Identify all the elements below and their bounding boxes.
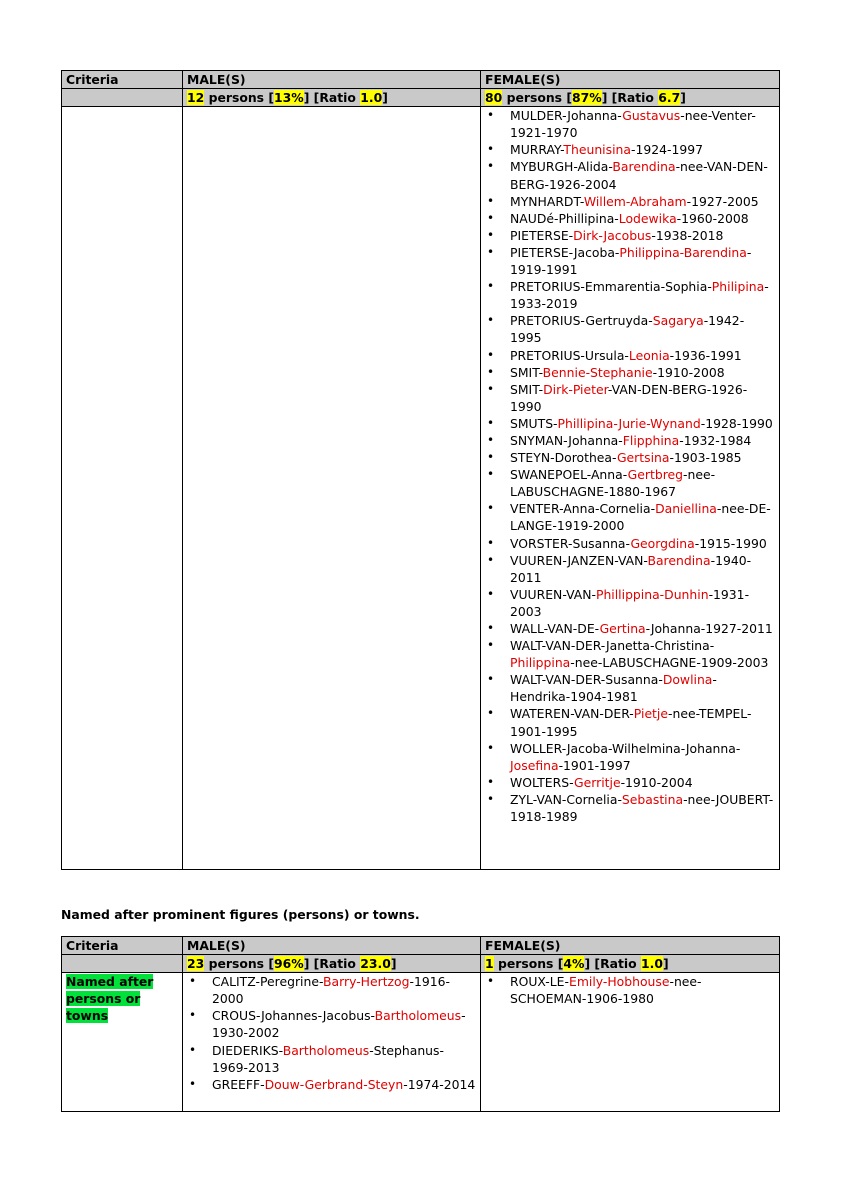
highlighted-given-name: Dowlina [662, 672, 713, 688]
name-entry [510, 620, 775, 637]
name-part: MURRAY- [510, 142, 564, 158]
highlighted-given-name: Theunisina [563, 142, 631, 158]
name-entry [212, 1007, 476, 1041]
name-entry [510, 500, 775, 534]
name-part: SWANEPOEL-Anna- [510, 467, 628, 483]
name-part: -1942-1995 [510, 313, 745, 346]
header-males: MALE(S) [183, 71, 481, 89]
highlighted-given-name: Leonia [628, 347, 670, 363]
name-part: CALITZ-Peregrine- [212, 974, 324, 990]
name-part: -Stephanus-1969-2013 [212, 1042, 444, 1075]
highlighted-given-name: Bartholomeus [282, 1042, 370, 1058]
name-entry [510, 347, 775, 364]
highlighted-given-name: Gustavus [622, 108, 681, 124]
name-part: SMIT- [510, 364, 543, 380]
male-summary: 12 persons [13%] [Ratio 1.0] [183, 89, 481, 107]
header-criteria: Criteria [62, 937, 183, 955]
name-entry [510, 107, 775, 141]
highlighted-given-name: Georgdina [630, 535, 695, 551]
highlighted-given-name: Gertina [599, 621, 646, 636]
name-part: WATEREN-VAN-DER- [510, 706, 634, 722]
female-summary: 80 persons [87%] [Ratio 6.7] [481, 89, 780, 107]
name-part: -1910-2004 [620, 774, 693, 790]
name-part: -1931-2003 [510, 586, 750, 619]
name-part: -1930-2002 [212, 1008, 466, 1041]
name-entry [510, 449, 775, 466]
name-entry [510, 227, 775, 244]
male-name-list [183, 973, 476, 1093]
highlighted-given-name: Dirk-Pieter [543, 381, 608, 397]
highlighted-given-name: Philipina [711, 279, 765, 295]
highlighted-given-name: Gertbreg [627, 467, 684, 483]
name-entry [510, 312, 775, 346]
highlighted-given-name: Phillipina-Jurie-Wynand [557, 415, 701, 431]
name-part: -nee-LABUSCHAGNE-1880-1967 [510, 467, 716, 500]
table-header-row [62, 937, 780, 955]
name-part: -1924-1997 [630, 142, 703, 158]
highlighted-given-name: Phillippina-Dunhin [595, 586, 709, 602]
name-part: -Hendrika-1904-1981 [510, 672, 717, 705]
name-part: -1916-2000 [212, 974, 450, 1007]
male-entries-cell [183, 973, 481, 1112]
name-part: -VAN-DEN-BERG-1926-1990 [510, 381, 748, 414]
name-part: -nee-TEMPEL-1901-1995 [510, 706, 752, 739]
name-entry [510, 671, 775, 705]
name-part: -1928-1990 [700, 415, 773, 431]
female-name-list [481, 107, 775, 825]
name-entry [510, 381, 775, 415]
highlighted-given-name: Emily-Hobhouse [568, 974, 670, 990]
criteria-label: Named after persons or towns [66, 974, 154, 1024]
name-part: -1903-1985 [669, 450, 742, 466]
name-part: -nee-Venter-1921-1970 [510, 108, 756, 141]
name-part: DIEDERIKS- [212, 1042, 283, 1058]
name-part: -1927-2005 [686, 193, 759, 209]
highlighted-given-name: Barendina [647, 552, 711, 568]
name-part: -nee-VAN-DEN-BERG-1926-2004 [510, 159, 768, 192]
name-part: -1901-1997 [558, 757, 631, 773]
name-entry [510, 973, 775, 1007]
highlighted-given-name: Willem-Abraham [583, 193, 687, 209]
name-entry [510, 415, 775, 432]
highlighted-given-name: Philippina-Barendina [619, 244, 747, 260]
name-part: PIETERSE- [510, 227, 574, 243]
name-part: SMIT- [510, 381, 544, 397]
name-entry [212, 1042, 476, 1076]
summary-row [62, 89, 780, 107]
female-name-list [481, 973, 775, 1007]
name-part: -1936-1991 [669, 347, 742, 363]
header-females: FEMALE(S) [481, 71, 780, 89]
section-heading: Named after prominent figures (persons) or towns. [61, 907, 420, 922]
name-part: WOLTERS- [510, 774, 574, 790]
name-part: PRETORIUS-Ursula- [510, 347, 629, 363]
name-part: WALT-VAN-DER-Janetta-Christina- [510, 638, 715, 654]
entries-row [62, 973, 780, 1112]
name-part: PRETORIUS-Emmarentia-Sophia- [510, 279, 712, 295]
name-part: VUUREN-VAN- [510, 586, 596, 602]
summary-row [62, 955, 780, 973]
name-part: -1974-2014 [403, 1076, 476, 1092]
highlighted-given-name: Bennie-Stephanie [542, 364, 653, 380]
name-entry [510, 278, 775, 312]
table-header-row [62, 71, 780, 89]
name-entry [510, 364, 775, 381]
name-entry [510, 705, 775, 739]
name-entry [510, 586, 775, 620]
summary-criteria-cell [62, 955, 183, 973]
name-part: WALL-VAN-DE- [510, 621, 600, 636]
female-names-table [61, 70, 780, 870]
criteria-cell [62, 973, 183, 1112]
name-part: ROUX-LE- [510, 974, 569, 990]
name-part: VENTER-Anna-Cornelia- [510, 501, 656, 517]
summary-criteria-cell [62, 89, 183, 107]
name-part: MULDER-Johanna- [510, 108, 623, 124]
entries-row [62, 107, 780, 870]
named-after-figures-table [61, 936, 780, 1112]
name-part: -1938-2018 [651, 227, 724, 243]
header-males: MALE(S) [183, 937, 481, 955]
name-entry [510, 244, 775, 278]
name-entry [510, 637, 775, 671]
name-part: WALT-VAN-DER-Susanna- [510, 672, 663, 688]
highlighted-given-name: Flipphina [622, 432, 680, 448]
highlighted-given-name: Sagarya [652, 313, 704, 329]
name-entry [510, 791, 775, 825]
highlighted-given-name: Gerritje [574, 774, 621, 790]
highlighted-given-name: Douw-Gerbrand-Steyn [264, 1076, 404, 1092]
female-entries-cell [481, 973, 780, 1112]
name-entry [510, 210, 775, 227]
highlighted-given-name: Lodewika [618, 210, 677, 226]
male-summary: 23 persons [96%] [Ratio 23.0] [183, 955, 481, 973]
name-entry [510, 740, 775, 774]
name-entry [510, 141, 775, 158]
name-part: MYBURGH-Alida- [510, 159, 613, 175]
name-entry [510, 535, 775, 552]
name-part: -nee-LABUSCHAGNE-1909-2003 [570, 655, 769, 671]
name-entry [510, 774, 775, 791]
header-criteria: Criteria [62, 71, 183, 89]
name-part: WOLLER-Jacoba-Wilhelmina-Johanna- [510, 740, 742, 756]
highlighted-given-name: Sebastina [621, 791, 684, 807]
name-part: -1910-2008 [652, 364, 725, 380]
name-entry [510, 432, 775, 449]
name-part: VORSTER-Susanna- [510, 535, 631, 551]
highlighted-given-name: Barendina [612, 159, 676, 175]
name-part: GREEFF- [212, 1076, 265, 1092]
name-part: -1960-2008 [676, 210, 749, 226]
name-part: -1919-1991 [510, 244, 752, 278]
female-summary: 1 persons [4%] [Ratio 1.0] [481, 955, 780, 973]
name-part: NAUDé-Phillipina- [510, 210, 619, 226]
criteria-cell [62, 107, 183, 870]
name-part: -1915-1990 [694, 535, 767, 551]
name-entry [510, 552, 775, 586]
highlighted-given-name: Philippina [510, 655, 571, 671]
name-part: -nee-JOUBERT-1918-1989 [510, 791, 774, 825]
name-entry [510, 466, 775, 500]
name-part: -1932-1984 [679, 432, 752, 448]
name-part: -nee-SCHOEMAN-1906-1980 [510, 974, 702, 1007]
highlighted-given-name: Barry-Hertzog [323, 974, 410, 990]
female-entries-cell [481, 107, 780, 870]
highlighted-given-name: Josefina [510, 757, 559, 773]
highlighted-given-name: Pietje [633, 706, 668, 722]
highlighted-given-name: Dirk-Jacobus [573, 227, 652, 243]
name-part: STEYN-Dorothea- [510, 450, 617, 466]
highlighted-given-name: Gertsina [616, 450, 670, 466]
name-entry [510, 158, 775, 192]
name-part: MYNHARDT- [510, 193, 584, 209]
name-entry [212, 973, 476, 1007]
name-part: SNYMAN-Johanna- [510, 432, 623, 448]
highlighted-given-name: Bartholomeus [374, 1008, 462, 1024]
name-part: -Johanna-1927-2011 [645, 621, 773, 636]
name-part: PRETORIUS-Gertruyda- [510, 313, 653, 329]
highlighted-given-name: Daniellina [655, 501, 717, 517]
male-entries-cell [183, 107, 481, 870]
name-part: -nee-DE-LANGE-1919-2000 [510, 501, 771, 534]
name-part: SMUTS- [510, 415, 558, 431]
name-part: ZYL-VAN-Cornelia- [510, 791, 622, 807]
name-part: -1933-2019 [510, 279, 769, 312]
name-part: -1940-2011 [510, 552, 752, 585]
name-part: CROUS-Johannes-Jacobus- [212, 1008, 375, 1024]
header-females: FEMALE(S) [481, 937, 780, 955]
name-entry [510, 193, 775, 210]
name-entry [212, 1076, 476, 1093]
name-part: VUUREN-JANZEN-VAN- [510, 552, 648, 568]
name-part: PIETERSE-Jacoba- [510, 244, 620, 260]
